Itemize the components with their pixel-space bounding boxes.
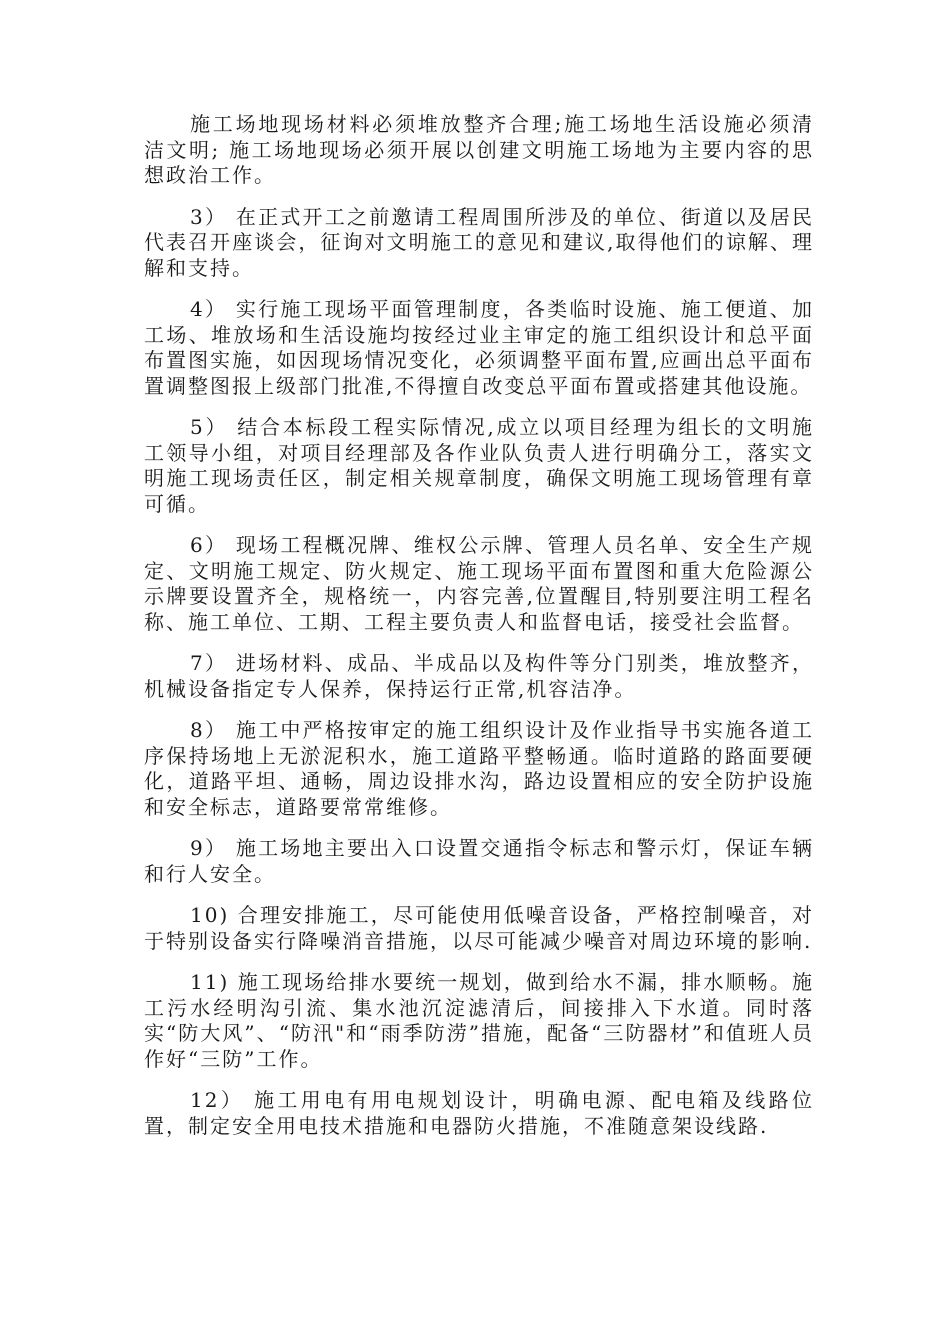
paragraph: 5） 结合本标段工程实际情况,成立以项目经理为组长的文明施工领导小组，对项目经理部及各作业队负责人进行明确分工，落实文明施工现场责任区，制定相关规章制度，确保文明施工现场管理有章可循。 [144, 415, 814, 516]
paragraph: 10) 合理安排施工，尽可能使用低噪音设备，严格控制噪音，对于特别设备实行降噪消音措施，以尽可能减少噪音对周边环境的影响. [144, 903, 814, 953]
paragraph: 9） 施工场地主要出入口设置交通指令标志和警示灯，保证车辆和行人安全。 [144, 836, 814, 886]
paragraph: 3） 在正式开工之前邀请工程周围所涉及的单位、街道以及居民代表召开座谈会，征询对文明施工的意见和建议,取得他们的谅解、理解和支持。 [144, 204, 814, 280]
paragraph: 7） 进场材料、成品、半成品以及构件等分门别类，堆放整齐，机械设备指定专人保养，保持运行正常,机容洁净。 [144, 651, 814, 701]
paragraph: 6） 现场工程概况牌、维权公示牌、管理人员名单、安全生产规定、文明施工规定、防火规定、施工现场平面布置图和重大危险源公示牌要设置齐全，规格统一，内容完善,位置醒目,特别要注明工程名称、施工单位、工期、工程主要负责人和监督电话，接受社会监督。 [144, 533, 814, 634]
paragraph: 8） 施工中严格按审定的施工组织设计及作业指导书实施各道工序保持场地上无淤泥积水，施工道路平整畅通。临时道路的路面要硬化，道路平坦、通畅，周边设排水沟，路边设置相应的安全防护设施和安全标志，道路要常常维修。 [144, 718, 814, 819]
paragraph: 11) 施工现场给排水要统一规划，做到给水不漏，排水顺畅。施工污水经明沟引流、集水池沉淀滤清后，间接排入下水道。同时落实“防大风”、“防汛"和“雨季防涝”措施，配备“三防器材”和值班人员作好“三防”工作。 [144, 970, 814, 1071]
paragraph: 施工场地现场材料必须堆放整齐合理;施工场地生活设施必须清洁文明; 施工场地现场必须开展以创建文明施工场地为主要内容的思想政治工作。 [144, 112, 814, 187]
paragraph: 12） 施工用电有用电规划设计，明确电源、配电箱及线路位置，制定安全用电技术措施和电器防火措施，不准随意架设线路. [144, 1088, 814, 1138]
paragraph: 4） 实行施工现场平面管理制度，各类临时设施、施工便道、加工场、堆放场和生活设施均按经过业主审定的施工组织设计和总平面布置图实施，如因现场情况变化，必须调整平面布置,应画出总平面布置调整图报上级部门批准,不得擅自改变总平面布置或搭建其他设施。 [144, 297, 814, 398]
document-body [144, 112, 814, 1155]
